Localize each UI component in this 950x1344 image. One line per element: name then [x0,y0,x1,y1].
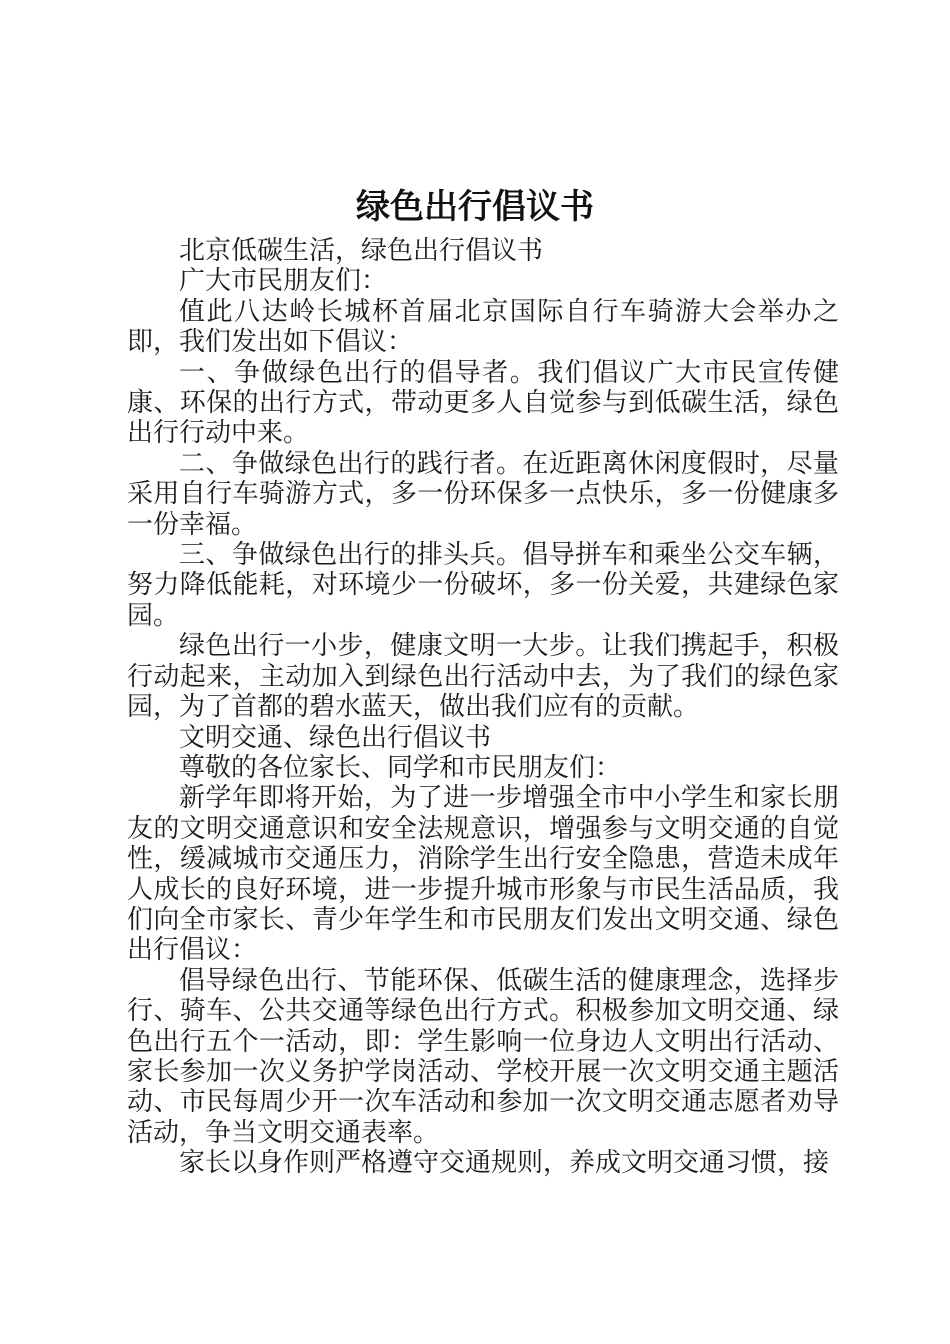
paragraph-10: 新学年即将开始，为了进一步增强全市中小学生和家长朋友的文明交通意识和安全法规意识，增强参与文明交通的自觉性，缓减城市交通压力，消除学生出行安全隐患，营造未成年人成长的良好环境，进一步提升城市形象与市民生活品质，我们向全市家长、青少年学生和市民朋友们发出文明交通、绿色出行倡议： [127,783,839,966]
paragraph-3: 值此八达岭长城杯首届北京国际自行车骑游大会举办之即，我们发出如下倡议： [127,296,839,358]
paragraph-9: 尊敬的各位家长、同学和市民朋友们： [179,752,622,783]
paragraph-8: 文明交通、绿色出行倡议书 [179,722,492,753]
paragraph-6: 三、争做绿色出行的排头兵。倡导拼车和乘坐公交车辆，努力降低能耗，对环境少一份破坏，多一份关爱，共建绿色家园。 [127,540,839,631]
document-title: 绿色出行倡议书 [356,187,594,227]
paragraph-4: 一、争做绿色出行的倡导者。我们倡议广大市民宣传健康、环保的出行方式，带动更多人自觉参与到低碳生活，绿色出行行动中来。 [127,357,839,449]
paragraph-12: 家长以身作则严格遵守交通规则，养成文明交通习惯，接 [179,1148,830,1179]
paragraph-7: 绿色出行一小步，健康文明一大步。让我们携起手，积极行动起来，主动加入到绿色出行活动中去，为了我们的绿色家园，为了首都的碧水蓝天，做出我们应有的贡献。 [127,631,839,723]
paragraph-2: 广大市民朋友们： [179,266,388,297]
document-body [127,236,839,1179]
paragraph-5: 二、争做绿色出行的践行者。在近距离休闲度假时，尽量采用自行车骑游方式，多一份环保多一点快乐，多一份健康多一份幸福。 [127,448,839,540]
paragraph-1: 北京低碳生活，绿色出行倡议书 [179,236,544,266]
paragraph-11: 倡导绿色出行、节能环保、低碳生活的健康理念，选择步行、骑车、公共交通等绿色出行方式。积极参加文明交通、绿色出行五个一活动，即：学生影响一位身边人文明出行活动、家长参加一次义务护学岗活动、学校开展一次文明交通主题活动、市民每周少开一次车活动和参加一次文明交通志愿者劝导活动，争当文明交通表率。 [127,965,839,1148]
